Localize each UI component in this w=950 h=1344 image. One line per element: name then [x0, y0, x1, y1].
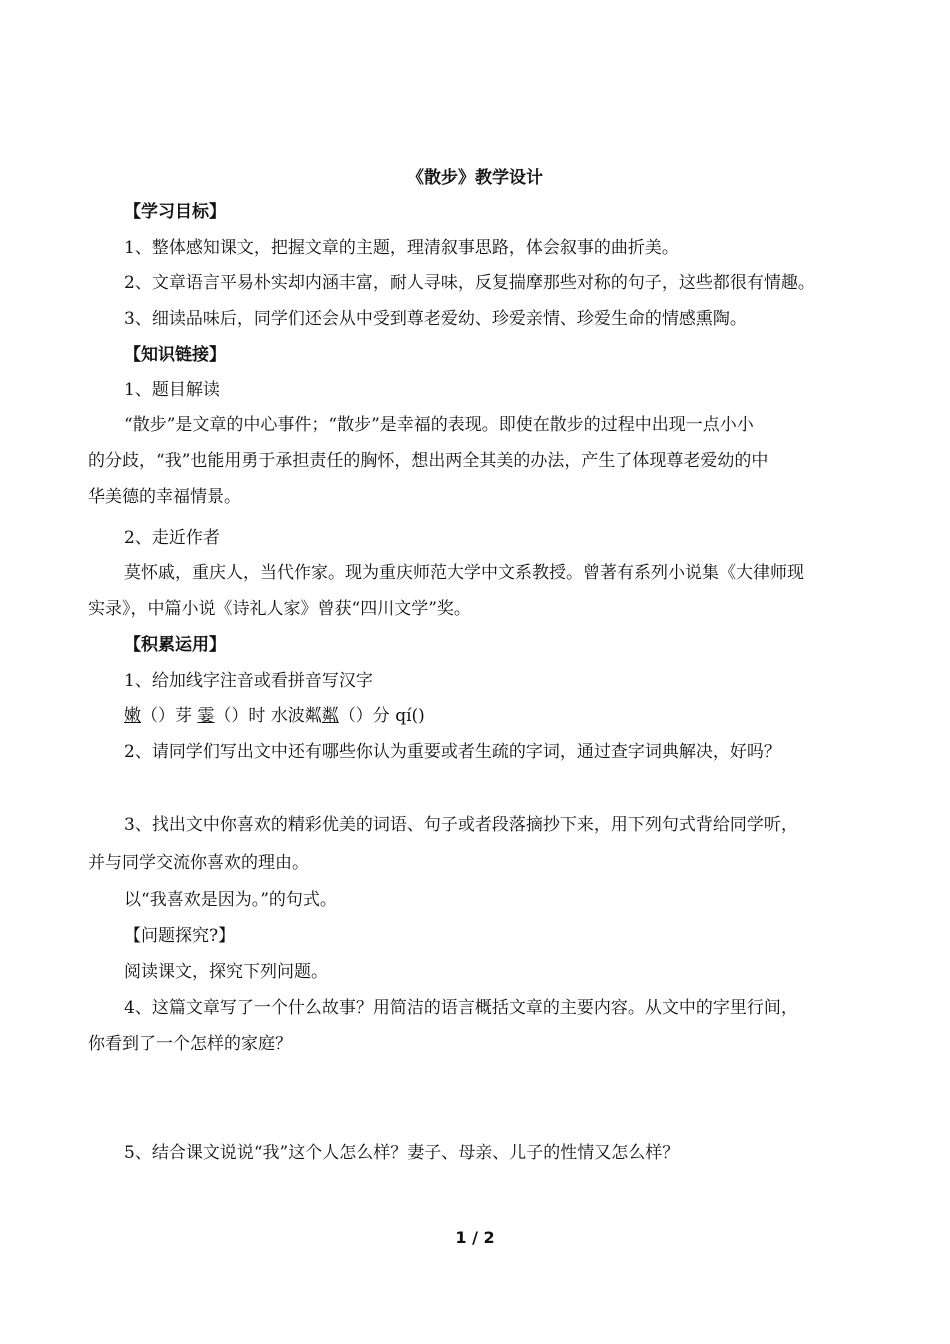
subheading-author: 2、走近作者: [124, 528, 220, 548]
exercise-text: 水波粼: [270, 706, 322, 726]
goal-item-3: 3、细读品味后，同学们还会从中受到尊老爱幼、珍爱亲情、珍爱生命的情感熏陶。: [124, 309, 747, 329]
explore-intro: 阅读课文，探究下列问题。: [124, 962, 328, 982]
paragraph-line: 莫怀戚，重庆人，当代作家。现为重庆师范大学中文系教授。曾著有系列小说集《大律师现: [124, 563, 804, 583]
paragraph-line: 实录》，中篇小说《诗礼人家》曾获“四川文学”奖。: [88, 599, 471, 619]
pinyin-exercise: [124, 705, 868, 727]
section-heading-knowledge: 【知识链接】: [124, 345, 226, 365]
document-title: 《散步》教学设计: [407, 168, 543, 188]
question-4-line: 你看到了一个怎样的家庭？: [88, 1034, 292, 1054]
paragraph-line: “散步”是文章的中心事件；“散步”是幸福的表现。即使在散步的过程中出现一点小小: [124, 415, 754, 435]
section-heading-accumulate: 【积累运用】: [124, 635, 226, 655]
exercise-text: （）时: [214, 706, 266, 726]
question-3-line: 3、找出文中你喜欢的精彩优美的词语、句子或者段落摘抄下来，用下列句式背给同学听，: [124, 815, 798, 835]
question-4-line: 4、这篇文章写了一个什么故事？用简洁的语言概括文章的主要内容。从文中的字里行间，: [124, 998, 798, 1018]
section-heading-goals: 【学习目标】: [124, 202, 226, 222]
goal-item-1: 1、整体感知课文，把握文章的主题，理清叙事思路，体会叙事的曲折美。: [124, 238, 679, 258]
paragraph-line: 华美德的幸福情景。: [88, 487, 241, 507]
underlined-char: 霎: [197, 706, 215, 726]
underlined-char: 嫩: [124, 706, 141, 726]
exercise-text: （）芽: [141, 706, 192, 726]
exercise-text: （）分 qí(): [338, 706, 425, 726]
goal-item-2: 2、文章语言平易朴实却内涵丰富，耐人寻味，反复揣摩那些对称的句子，这些都很有情趣。: [124, 273, 815, 293]
subheading-title-reading: 1、题目解读: [124, 380, 220, 400]
question-3-line: 并与同学交流你喜欢的理由。: [88, 853, 309, 873]
underlined-char: 粼: [321, 706, 339, 726]
paragraph-line: 的分歧，“我”也能用勇于承担责任的胸怀，想出两全其美的办法，产生了体现尊老爱幼的中: [88, 451, 769, 471]
page-number: 1 / 2: [455, 1228, 495, 1247]
question-5: 5、结合课文说说“我”这个人怎么样？妻子、母亲、儿子的性情又怎么样？: [124, 1143, 680, 1163]
question-1: 1、给加线字注音或看拼音写汉字: [124, 671, 373, 691]
question-3-pattern: 以“我喜欢是因为。”的句式。: [124, 890, 337, 910]
question-2: 2、请同学们写出文中还有哪些你认为重要或者生疏的字词，通过查字词典解决，好吗？: [124, 742, 781, 762]
section-heading-explore: 【问题探究?】: [124, 926, 236, 946]
